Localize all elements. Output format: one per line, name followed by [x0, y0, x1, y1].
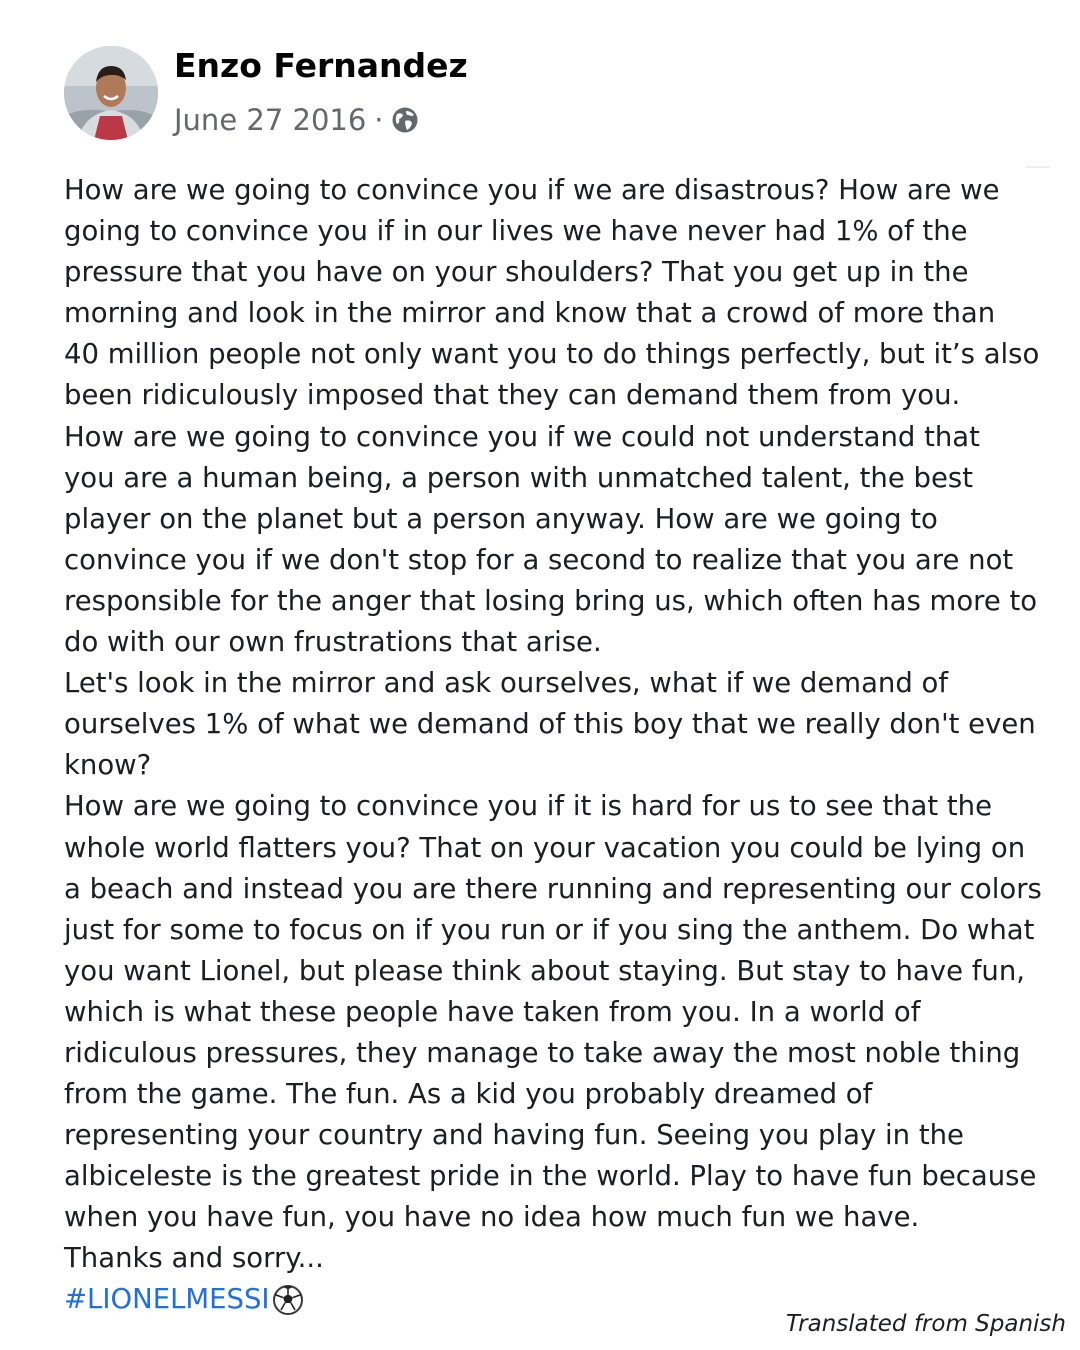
post-text-line: convince you if we don't stop for a second to realize that you are not	[64, 543, 1014, 576]
post-text-line: know?	[64, 749, 152, 782]
post-text-line: player on the planet but a person anyway. How are we going to	[64, 502, 938, 535]
post-text-line: you are a human being, a person with unmatched talent, the best	[64, 461, 974, 494]
post-text-line: been ridiculously imposed that they can demand them from you.	[64, 379, 961, 412]
translation-notice[interactable]: Translated from Spanish	[785, 1311, 1066, 1337]
post-text-line: How are we going to convince you if it is hard for us to see that the	[64, 790, 993, 823]
post-text-line: pressure that you have on your shoulders? That you get up in the	[64, 256, 969, 289]
post-meta	[174, 100, 420, 140]
post-body	[64, 170, 1064, 1321]
post-text-line: from the game. The fun. As a kid you probably dreamed of	[64, 1078, 873, 1111]
meta-separator: ·	[374, 103, 384, 137]
post-text-line: which is what these people have taken from you. In a world of	[64, 995, 921, 1028]
post-text-line: ourselves 1% of what we demand of this boy that we really don't even	[64, 708, 1036, 741]
post-text-line: representing your country and having fun. Seeing you play in the	[64, 1119, 964, 1152]
post-text-line: morning and look in the mirror and know that a crowd of more than	[64, 297, 996, 330]
post-text-line: do with our own frustrations that arise.	[64, 626, 602, 659]
author-name[interactable]: Enzo Fernandez	[174, 46, 468, 85]
post-text-line: Let's look in the mirror and ask ourselves, what if we demand of	[64, 667, 949, 700]
post-text-line: How are we going to convince you if we are disastrous? How are we	[64, 174, 1000, 206]
hashtag-link[interactable]: #LIONELMESSI	[64, 1283, 270, 1316]
avatar[interactable]	[64, 46, 158, 140]
post-text-line: ridiculous pressures, they manage to take away the most noble thing	[64, 1036, 1021, 1069]
post-date[interactable]: June 27 2016	[174, 103, 367, 137]
avatar-photo	[64, 46, 158, 140]
post-text-line: albiceleste is the greatest pride in the world. Play to have fun because	[64, 1160, 1037, 1193]
post-text-line: 40 million people not only want you to do things perfectly, but it’s also	[64, 338, 1040, 371]
post-text-line: just for some to focus on if you run or if you sing the anthem. Do what	[64, 913, 1035, 946]
post-text-line: when you have fun, you have no idea how much fun we have.	[64, 1201, 920, 1234]
globe-icon[interactable]	[390, 105, 420, 135]
post-text-line: a beach and instead you are there running and representing our colors	[64, 872, 1042, 905]
post-text-line: whole world flatters you? That on your vacation you could be lying on	[64, 831, 1026, 864]
post-text-line: going to convince you if in our lives we have never had 1% of the	[64, 215, 968, 248]
post-text-line: you want Lionel, but please think about staying. But stay to have fun,	[64, 954, 1026, 987]
soccer-ball-icon	[272, 1284, 304, 1316]
post-text-line: How are we going to convince you if we could not understand that	[64, 420, 980, 453]
decorative-line	[1026, 166, 1050, 168]
post-text-line: Thanks and sorry...	[64, 1242, 324, 1275]
post-text-line: responsible for the anger that losing bring us, which often has more to	[64, 584, 1038, 617]
